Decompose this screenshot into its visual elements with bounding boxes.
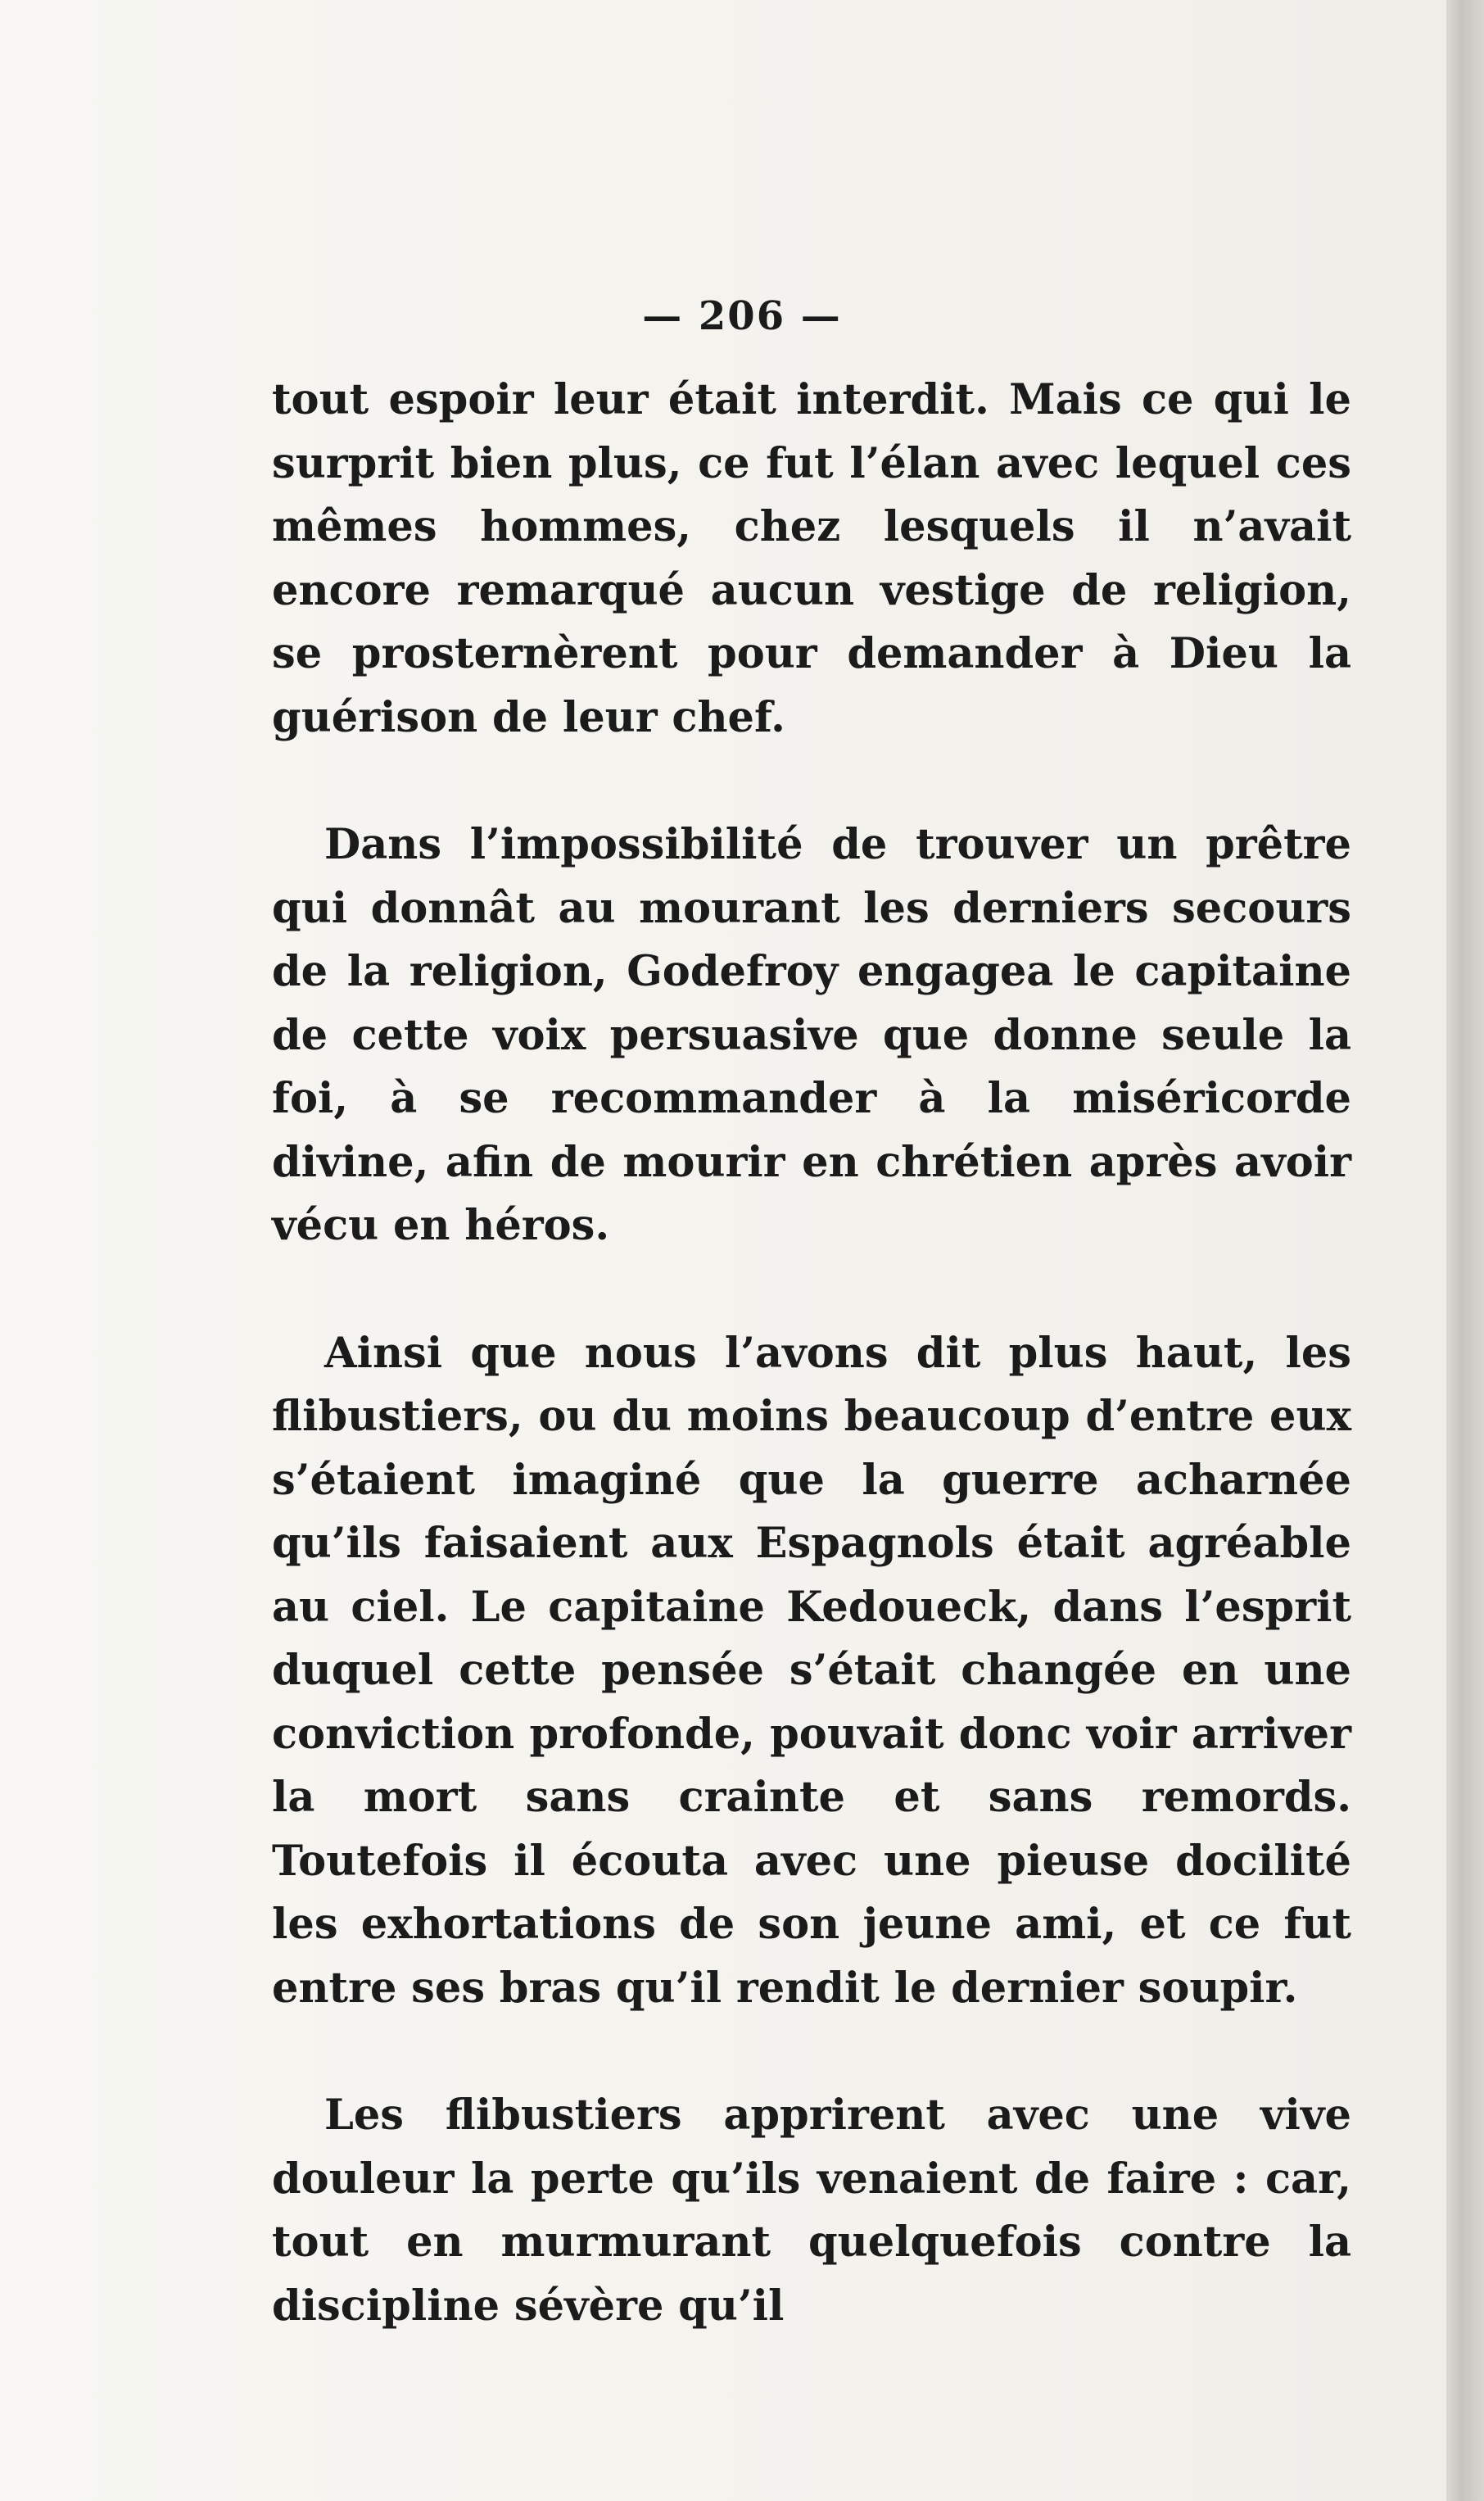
paragraph-4: Les flibustiers apprirent avec une vive douleur la perte qu’ils venaient de faire : car, tout en murmurant quelquefois contre la discipline sévère qu’il [272, 2091, 1351, 2331]
paragraph-3: Ainsi que nous l’avons dit plus haut, les flibustiers, ou du moins beaucoup d’entre eux s’étaient imaginé que la guerre acharnée qu’ils faisaient aux Espagnols était agréable au ciel. Le capitaine Kedoueck, dans l’esprit duquel cette pensée s’était changée en une conviction profonde, pouvait donc voir arriver la mort sans crainte et sans remords. Toutefois il écouta avec une pieuse docilité les exhortations de son jeune ami, et ce fut entre ses bras qu’il rendit le dernier soupir. [272, 1328, 1351, 2013]
paragraph-2: Dans l’impossibilité de trouver un prêtre qui donnât au mourant les derniers secours de la religion, Godefroy engagea le capitaine de cette voix persuasive que donne seule la foi, à se recommander à la miséricorde divine, afin de mourir en chrétien après avoir vécu en héros. [272, 820, 1351, 1250]
page-edge-shadow [1446, 0, 1484, 2501]
page-number: — 206 — [642, 293, 842, 339]
paragraph-1: tout espoir leur était interdit. Mais ce qui le surprit bien plus, ce fut l’élan avec lequel ces mêmes hommes, chez lesquels il n’avait encore remarqué aucun vestige de religion, se prosternèrent pour demander à Dieu la guérison de leur chef. [272, 375, 1351, 742]
body-text [272, 369, 1351, 2338]
